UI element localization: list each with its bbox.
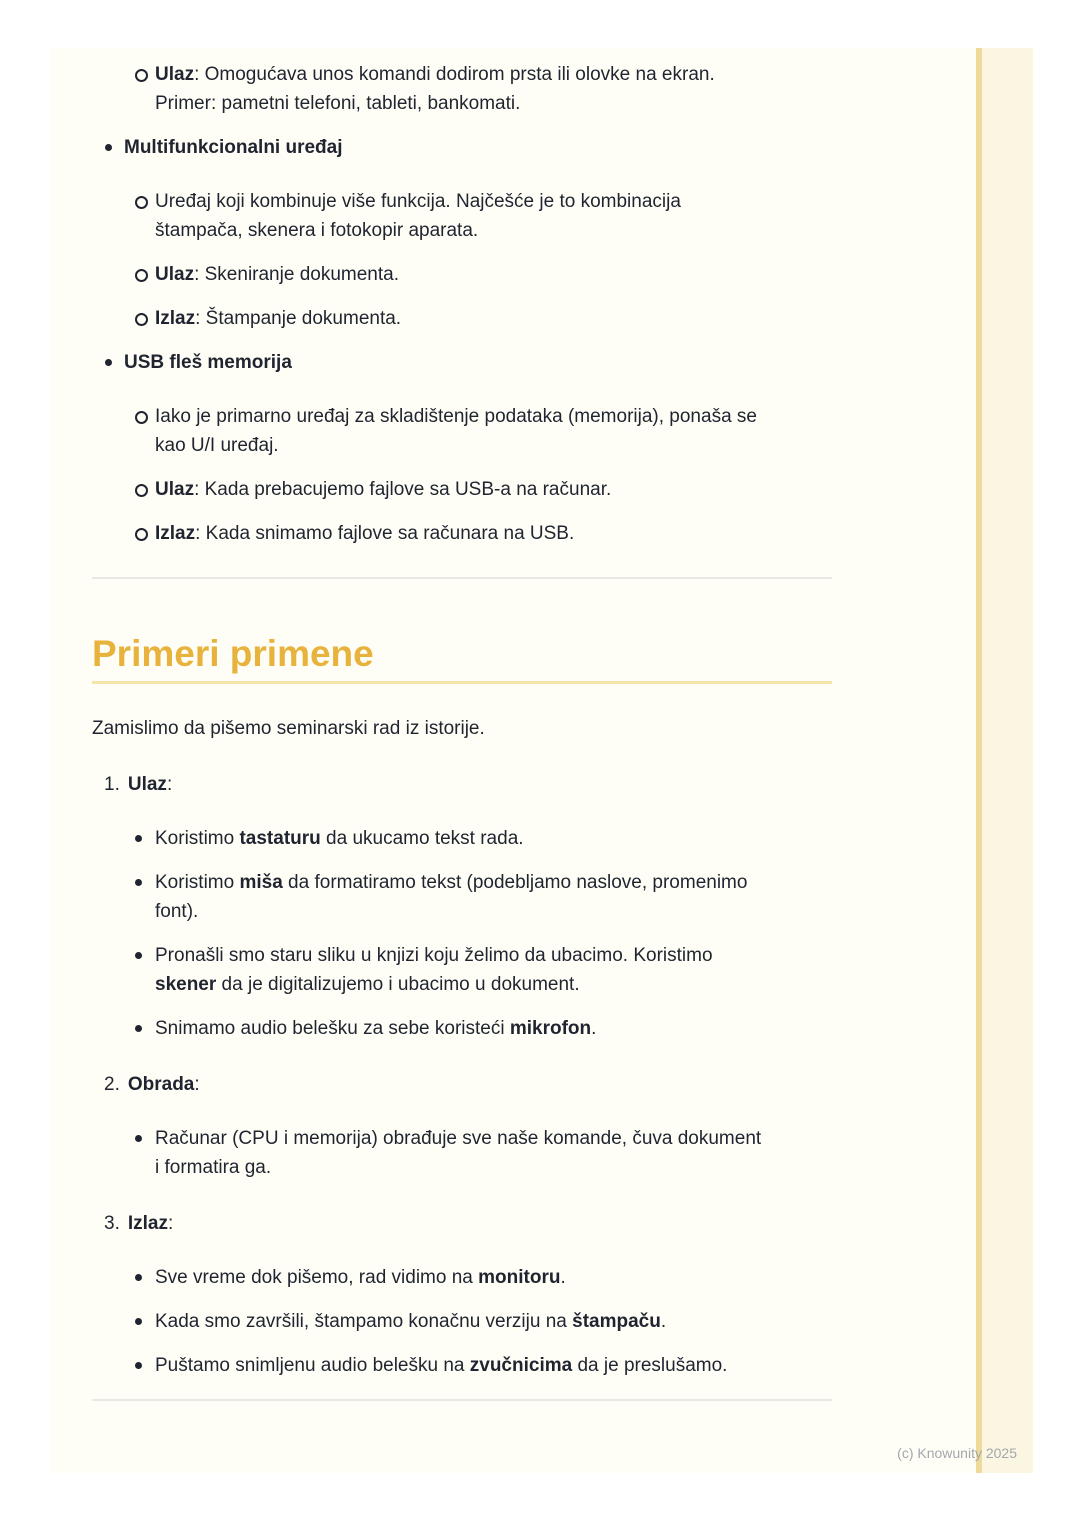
step-label: Ulaz: bbox=[127, 774, 173, 795]
step-label-row bbox=[92, 1070, 832, 1099]
device-list bbox=[92, 133, 832, 548]
disc-bullet-icon bbox=[105, 359, 112, 366]
step-label: Izlaz: bbox=[127, 1213, 174, 1234]
page-accent-band bbox=[982, 48, 1033, 1473]
step-number: 3. bbox=[104, 1213, 120, 1234]
step-label: Obrada: bbox=[127, 1074, 200, 1095]
list-item bbox=[135, 60, 832, 118]
list-item-text: Koristimo tastaturu da ukucamo tekst rada. bbox=[155, 828, 524, 849]
step-bullets bbox=[92, 824, 832, 1043]
section-heading: Primeri primene bbox=[92, 632, 832, 684]
list-item bbox=[135, 475, 832, 504]
disc-bullet-icon bbox=[135, 1362, 142, 1369]
list-item bbox=[135, 868, 832, 926]
list-item-text: Pronašli smo staru sliku u knjizi koju želimo da ubacimo. Koristimo skener da je digitalizujemo i ubacimo u dokument. bbox=[155, 945, 713, 995]
list-item bbox=[135, 1014, 832, 1043]
list-item-text: Izlaz: Štampanje dokumenta. bbox=[155, 308, 402, 329]
list-item bbox=[135, 1263, 832, 1292]
list-item bbox=[135, 402, 832, 460]
disc-bullet-icon bbox=[135, 835, 142, 842]
list-item-text: Ulaz: Kada prebacujemo fajlove sa USB-a na računar. bbox=[155, 479, 612, 500]
step-izlaz bbox=[92, 1209, 832, 1380]
page-content bbox=[92, 60, 832, 1401]
step-label-row bbox=[92, 1209, 832, 1238]
list-item-text: Ulaz: Omogućava unos komandi dodirom prsta ili olovke na ekran. Primer: pametni telefoni, tableti, bankomati. bbox=[155, 64, 715, 114]
list-item bbox=[135, 304, 832, 333]
open-circle-bullet-icon bbox=[135, 484, 148, 497]
list-item-text: Sve vreme dok pišemo, rad vidimo na monitoru. bbox=[155, 1267, 566, 1288]
device-group-multifunction bbox=[105, 133, 832, 333]
open-circle-bullet-icon bbox=[135, 528, 148, 541]
list-item bbox=[135, 824, 832, 853]
list-item-text: Iako je primarno uređaj za skladištenje podataka (memorija), ponaša se kao U/I uređaj. bbox=[155, 406, 757, 456]
list-item-text: Izlaz: Kada snimamo fajlove sa računara na USB. bbox=[155, 523, 575, 544]
group-title: USB fleš memorija bbox=[124, 352, 292, 373]
open-circle-bullet-icon bbox=[135, 69, 148, 82]
step-number: 2. bbox=[104, 1074, 120, 1095]
list-item bbox=[135, 1351, 832, 1380]
disc-bullet-icon bbox=[135, 1135, 142, 1142]
list-item bbox=[135, 1307, 832, 1336]
device-sub-list bbox=[105, 187, 832, 333]
open-circle-bullet-icon bbox=[135, 196, 148, 209]
group-title-row bbox=[105, 348, 832, 377]
device-group-usb-flash bbox=[105, 348, 832, 548]
section-intro: Zamislimo da pišemo seminarski rad iz istorije. bbox=[92, 718, 485, 739]
section-divider bbox=[92, 1399, 832, 1401]
open-circle-bullet-icon bbox=[135, 313, 148, 326]
disc-bullet-icon bbox=[135, 1025, 142, 1032]
group-title: Multifunkcionalni uređaj bbox=[124, 137, 343, 158]
step-bullets bbox=[92, 1263, 832, 1380]
disc-bullet-icon bbox=[135, 952, 142, 959]
list-item bbox=[135, 941, 832, 999]
disc-bullet-icon bbox=[135, 879, 142, 886]
step-label-row bbox=[92, 770, 832, 799]
step-number: 1. bbox=[104, 774, 120, 795]
page-accent-band-line bbox=[976, 48, 982, 1473]
list-item-text: Ulaz: Skeniranje dokumenta. bbox=[155, 264, 399, 285]
list-item-text: Računar (CPU i memorija) obrađuje sve naše komande, čuva dokument i formatira ga. bbox=[155, 1128, 762, 1178]
step-ulaz bbox=[92, 770, 832, 1043]
step-obrada bbox=[92, 1070, 832, 1182]
list-item-text: Kada smo završili, štampamo konačnu verziju na štampaču. bbox=[155, 1311, 667, 1332]
list-item-text: Uređaj koji kombinuje više funkcija. Najčešće je to kombinacija štampača, skenera i fotokopir aparata. bbox=[155, 191, 681, 241]
list-item-text: Koristimo miša da formatiramo tekst (podebljamo naslove, promenimo font). bbox=[155, 872, 748, 922]
device-sub-list-continuation bbox=[92, 60, 832, 118]
document-page bbox=[50, 48, 1033, 1473]
disc-bullet-icon bbox=[135, 1318, 142, 1325]
section-divider bbox=[92, 577, 832, 579]
watermark-copyright: (c) Knowunity 2025 bbox=[897, 1445, 1017, 1461]
example-steps bbox=[92, 770, 832, 1380]
open-circle-bullet-icon bbox=[135, 269, 148, 282]
list-item bbox=[135, 519, 832, 548]
list-item-text: Puštamo snimljenu audio belešku na zvučnicima da je preslušamo. bbox=[155, 1355, 728, 1376]
list-item-text: Snimamo audio belešku za sebe koristeći mikrofon. bbox=[155, 1018, 597, 1039]
group-title-row bbox=[105, 133, 832, 162]
list-item bbox=[135, 260, 832, 289]
disc-bullet-icon bbox=[105, 144, 112, 151]
list-item bbox=[135, 1124, 832, 1182]
disc-bullet-icon bbox=[135, 1274, 142, 1281]
device-sub-list bbox=[105, 402, 832, 548]
step-bullets bbox=[92, 1124, 832, 1182]
open-circle-bullet-icon bbox=[135, 411, 148, 424]
list-item bbox=[135, 187, 832, 245]
